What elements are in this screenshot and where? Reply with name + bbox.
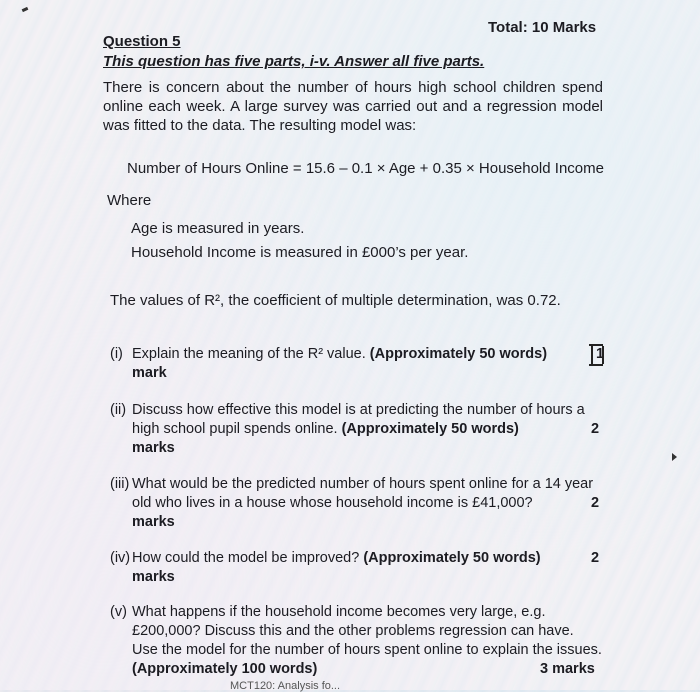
part-line: high school pupil spends online. (Approximately 50 words) [132,421,519,437]
regression-model: Number of Hours Online = 15.6 – 0.1 × Age + 0.35 × Household Income [127,160,604,177]
part-number: (v) [110,604,127,620]
part-marks: 1 [596,346,605,362]
definition-income: Household Income is measured in £000’s per year. [131,244,469,261]
part-marks: 2 [591,550,600,566]
footer-cut-text: MCT120: Analysis fo... [230,680,341,692]
total-marks: Total: 10 Marks [488,19,597,36]
part-i [110,345,605,385]
part-marks: 2 [591,495,600,511]
part-number: (iii) [110,476,130,492]
r2-statement: The values of R², the coefficient of multiple determination, was 0.72. [110,292,561,309]
part-marks: 3 marks [540,661,595,677]
part-marks-label: marks [132,514,175,530]
arrow-marker-icon [672,453,677,461]
part-line: Use the model for the number of hours spent online to explain the issues. [132,642,602,658]
part-line: What would be the predicted number of hours spent online for a 14 year [132,476,594,492]
part-marks: 2 [591,421,600,437]
question-title: Question 5 [103,33,181,50]
part-line: (Approximately 100 words) [132,661,318,677]
part-iii [110,475,602,533]
part-number: (ii) [110,402,127,418]
part-line: How could the model be improved? (Approximately 50 words) [132,550,541,566]
part-v [110,603,602,679]
part-marks-label: marks [132,440,175,456]
text-cursor-icon [591,346,604,364]
part-line: What happens if the household income becomes very large, e.g. [132,604,546,620]
part-marks-label: mark [132,365,167,381]
definition-age: Age is measured in years. [131,220,305,237]
corner-mark [22,7,29,12]
part-iv [110,549,602,589]
part-number: (iv) [110,550,131,566]
part-marks-label: marks [132,569,175,585]
part-ii [110,401,602,459]
where-label: Where [107,192,152,209]
intro-paragraph: There is concern about the number of hours high school children spend online each week. A large survey was carried out and a regression model was fitted to the data. The resulting model was: [103,79,603,134]
part-line: old who lives in a house whose household income is £41,000? [132,495,533,511]
part-line: Discuss how effective this model is at predicting the number of hours a [132,402,585,418]
question-instructions: This question has five parts, i-v. Answer all five parts. [103,53,485,70]
part-line: Explain the meaning of the R² value. (Approximately 50 words) [132,346,548,362]
part-line: £200,000? Discuss this and the other problems regression can have. [132,623,574,639]
part-number: (i) [110,346,123,362]
